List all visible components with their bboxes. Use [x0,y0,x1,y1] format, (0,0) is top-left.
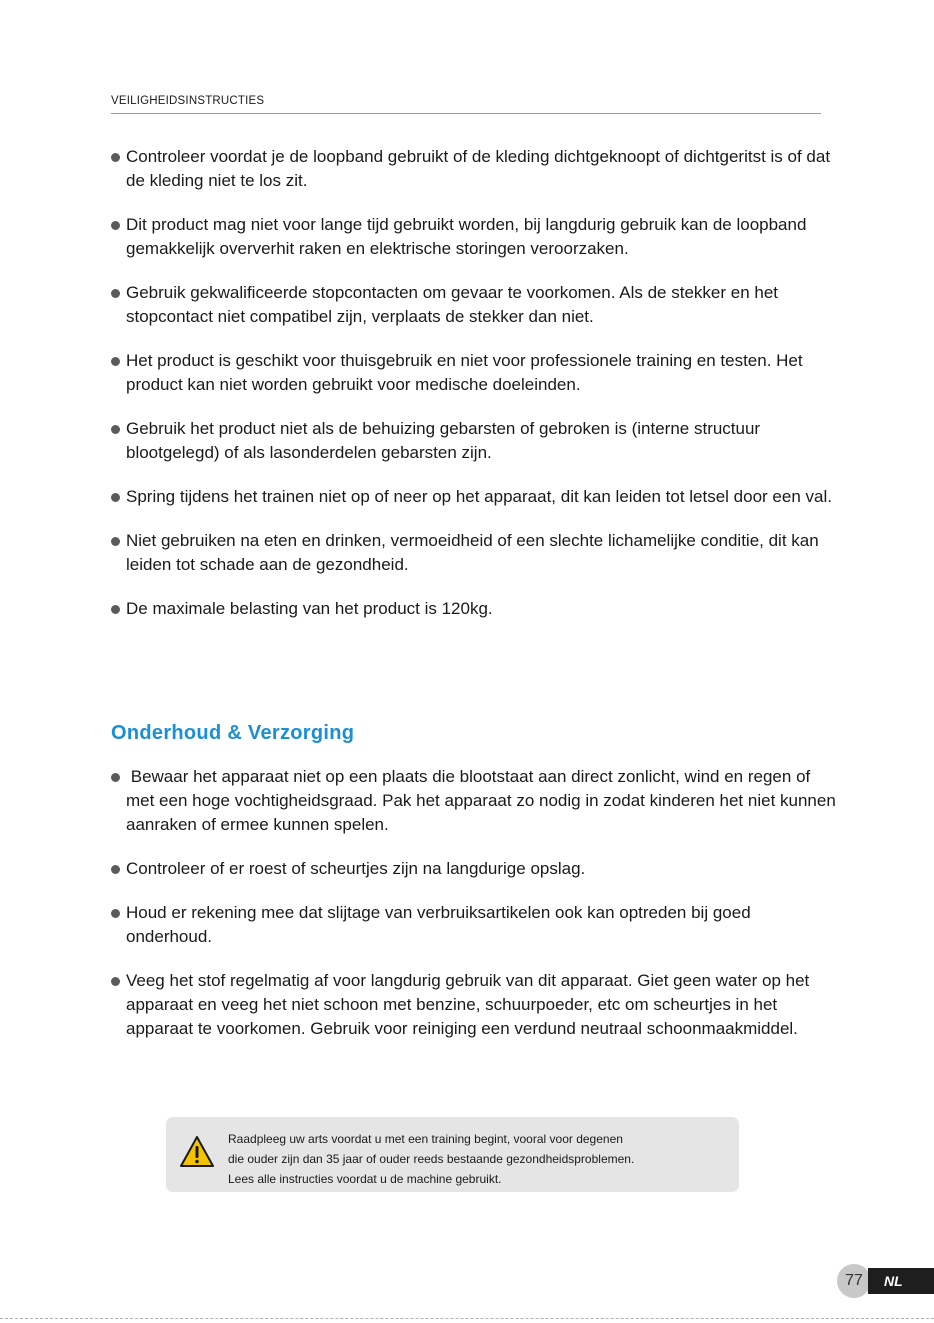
care-section-heading: Onderhoud & Verzorging [111,722,355,744]
list-item-text: Spring tijdens het trainen niet op of neer op het apparaat, dit kan leiden tot letsel door een val. [126,487,832,506]
page-bottom-divider [0,1318,934,1319]
list-item-text: Bewaar het apparaat niet op een plaats die blootstaat aan direct zonlicht, wind en regen of met een hoge vochtigheidsgraad. Pak het apparaat zo nodig in zodat kinderen het niet kunnen aanraken of ermee kunnen spelen. [126,767,841,834]
language-tag: NL [868,1268,934,1294]
page-number: 77 [837,1264,871,1298]
section-header-title: VEILIGHEIDSINSTRUCTIES [111,95,265,107]
list-item-text: Gebruik gekwalificeerde stopcontacten om gevaar te voorkomen. Als de stekker en het stopcontact niet compatibel zijn, verplaats de stekker dan niet. [126,283,779,326]
list-item [111,213,836,261]
list-item [111,349,836,397]
health-warning-notice [166,1117,739,1192]
list-item [111,485,836,509]
notice-text [228,1129,738,1189]
list-item [111,901,836,949]
list-item-text: Controleer voordat je de loopband gebruikt of de kleding dichtgeknoopt of dichtgeritst is of dat de kleding niet te los zit. [126,147,831,190]
notice-line: Lees alle instructies voordat u de machine gebruikt. [228,1172,502,1186]
header-divider [111,113,821,114]
list-item [111,145,836,193]
list-item [111,857,836,881]
bullet-icon [111,357,120,366]
bullet-icon [111,425,120,434]
list-item [111,969,836,1041]
list-item-text: De maximale belasting van het product is 120kg. [126,599,493,618]
list-item [111,281,836,329]
bullet-icon [111,153,120,162]
bullet-icon [111,773,120,782]
bullet-icon [111,909,120,918]
list-item [111,417,836,465]
care-instructions-list [111,765,841,1061]
bullet-icon [111,865,120,874]
notice-line: Raadpleeg uw arts voordat u met een training begint, vooral voor degenen [228,1132,623,1146]
list-item [111,529,836,577]
list-item-text: Het product is geschikt voor thuisgebruik en niet voor professionele training en testen. Het product kan niet worden gebruikt voor medische doeleinden. [126,351,803,394]
bullet-icon [111,977,120,986]
bullet-icon [111,493,120,502]
bullet-icon [111,605,120,614]
list-item-text: Niet gebruiken na eten en drinken, vermoeidheid of een slechte lichamelijke conditie, dit kan leiden tot schade aan de gezondheid. [126,531,819,574]
list-item-text: Houd er rekening mee dat slijtage van verbruiksartikelen ook kan optreden bij goed onderhoud. [126,903,751,946]
notice-line: die ouder zijn dan 35 jaar of ouder reeds bestaande gezondheidsproblemen. [228,1152,635,1166]
bullet-icon [111,289,120,298]
list-item-text: Dit product mag niet voor lange tijd gebruikt worden, bij langdurig gebruik kan de loopband gemakkelijk oververhit raken en elektrische storingen veroorzaken. [126,215,807,258]
bullet-icon [111,221,120,230]
list-item [111,765,841,837]
safety-instructions-list [111,145,836,641]
bullet-icon [111,537,120,546]
list-item-text: Veeg het stof regelmatig af voor langdurig gebruik van dit apparaat. Giet geen water op het apparaat en veeg het niet schoon met benzine, schuurpoeder, etc om scheurtjes in het apparaat te voorkomen. Gebruik voor reiniging een verdund neutraal schoonmaakmiddel. [126,971,810,1038]
list-item-text: Gebruik het product niet als de behuizing gebarsten of gebroken is (interne structuur blootgelegd) of als lasonderdelen gebarsten zijn. [126,419,761,462]
warning-triangle-icon [179,1135,215,1169]
list-item-text: Controleer of er roest of scheurtjes zijn na langdurige opslag. [126,859,586,878]
list-item [111,597,836,621]
